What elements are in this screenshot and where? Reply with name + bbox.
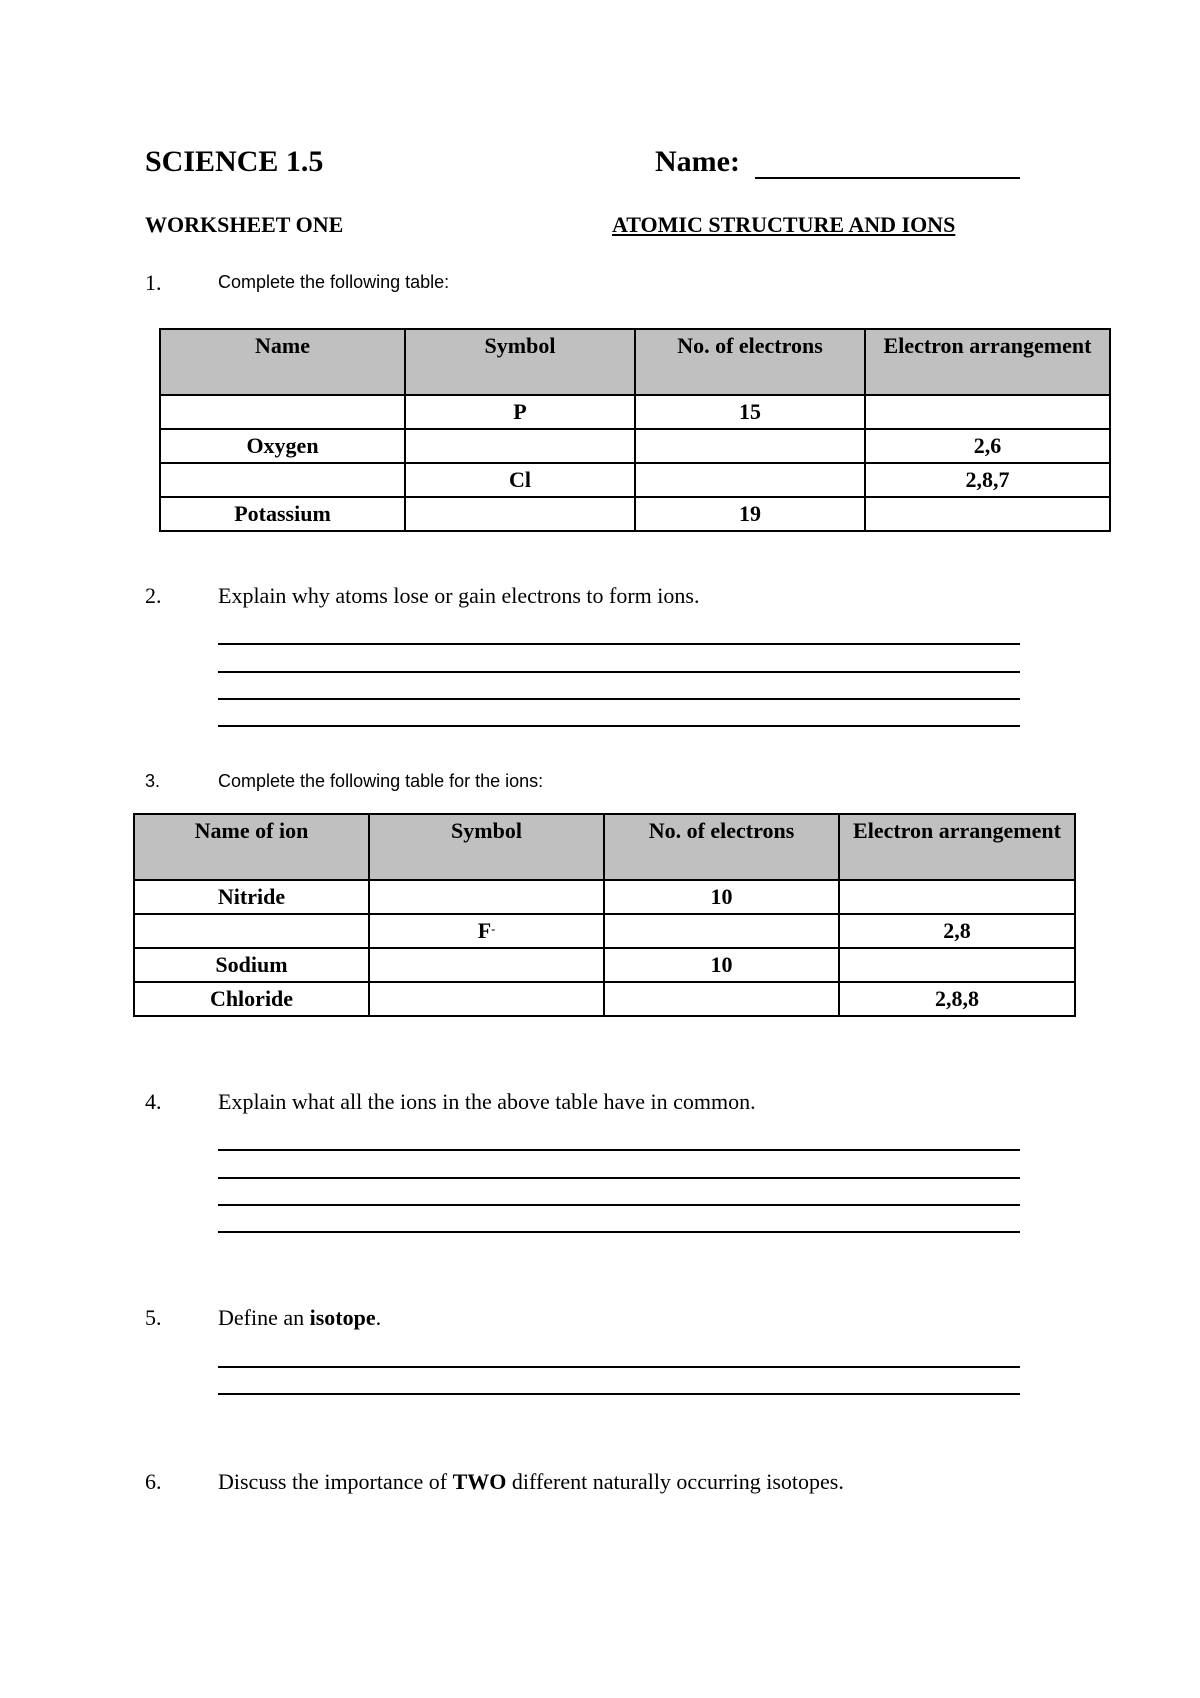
q5-prompt <box>218 1305 381 1331</box>
table-cell: 2,8,8 <box>839 982 1075 1016</box>
q3-table <box>133 813 1076 1017</box>
table-cell: 15 <box>635 395 865 429</box>
answer-line[interactable] <box>218 643 1020 645</box>
q6-prompt <box>218 1469 844 1495</box>
table-cell: P <box>405 395 635 429</box>
answer-line[interactable] <box>218 1149 1020 1151</box>
q3-header-symbol: Symbol <box>369 814 604 880</box>
table-row <box>134 914 1075 948</box>
q6-prompt-post: different naturally occurring isotopes. <box>506 1469 844 1494</box>
table-cell: 19 <box>635 497 865 531</box>
q5-prompt-post: . <box>375 1305 382 1330</box>
table-cell[interactable] <box>369 880 604 914</box>
table-cell: Sodium <box>134 948 369 982</box>
table-cell[interactable] <box>604 982 839 1016</box>
fluoride-symbol: F <box>477 918 492 943</box>
q4-prompt: Explain what all the ions in the above table have in common. <box>218 1089 756 1114</box>
answer-line[interactable] <box>218 1231 1020 1233</box>
table-cell[interactable] <box>604 914 839 948</box>
q6-prompt-bold: TWO <box>452 1469 507 1494</box>
table-cell: 2,8,7 <box>865 463 1110 497</box>
q1-number: 1. <box>145 270 162 295</box>
table-cell: Nitride <box>134 880 369 914</box>
table-cell: Oxygen <box>160 429 405 463</box>
worksheet-title: WORKSHEET ONE <box>145 212 344 237</box>
answer-line[interactable] <box>218 671 1020 673</box>
q6-prompt-pre: Discuss the importance of <box>218 1469 453 1494</box>
table-row <box>134 982 1075 1016</box>
table-cell: 2,6 <box>865 429 1110 463</box>
topic-title: ATOMIC STRUCTURE AND IONS <box>612 212 956 237</box>
q5-prompt-bold: isotope <box>309 1305 376 1330</box>
table-cell: 10 <box>604 880 839 914</box>
table-cell[interactable] <box>160 463 405 497</box>
q3-table-header-row <box>134 814 1075 880</box>
course-title: SCIENCE 1.5 <box>145 145 324 178</box>
q1-table <box>159 328 1111 532</box>
table-cell: Cl <box>405 463 635 497</box>
table-cell: 10 <box>604 948 839 982</box>
q3-header-name: Name of ion <box>134 814 369 880</box>
table-cell[interactable] <box>369 948 604 982</box>
table-cell[interactable] <box>160 395 405 429</box>
q5-number: 5. <box>145 1305 162 1330</box>
q2-prompt: Explain why atoms lose or gain electrons to form ions. <box>218 583 700 608</box>
answer-line[interactable] <box>218 725 1020 727</box>
table-cell: Chloride <box>134 982 369 1016</box>
table-cell[interactable] <box>134 914 369 948</box>
table-cell[interactable] <box>635 429 865 463</box>
q1-header-symbol: Symbol <box>405 329 635 395</box>
table-row <box>160 429 1110 463</box>
table-row <box>160 497 1110 531</box>
answer-line[interactable] <box>218 1177 1020 1179</box>
answer-line[interactable] <box>218 698 1020 700</box>
q3-header-electrons: No. of electrons <box>604 814 839 880</box>
table-row <box>160 463 1110 497</box>
q1-header-arrangement: Electron arrangement <box>865 329 1110 395</box>
q3-number: 3. <box>145 771 161 791</box>
q1-header-name: Name <box>160 329 405 395</box>
q1-header-electrons: No. of electrons <box>635 329 865 395</box>
table-row <box>160 395 1110 429</box>
table-cell <box>369 914 604 948</box>
q6-number: 6. <box>145 1469 162 1494</box>
table-row <box>134 948 1075 982</box>
q3-prompt: Complete the following table for the ions: <box>218 771 544 791</box>
answer-line[interactable] <box>218 1366 1020 1368</box>
q2-number: 2. <box>145 583 162 608</box>
table-cell[interactable] <box>839 880 1075 914</box>
name-field[interactable] <box>755 177 1020 179</box>
table-cell[interactable] <box>635 463 865 497</box>
q4-number: 4. <box>145 1089 162 1114</box>
table-cell[interactable] <box>405 429 635 463</box>
q1-table-header-row <box>160 329 1110 395</box>
table-cell[interactable] <box>839 948 1075 982</box>
table-cell: 2,8 <box>839 914 1075 948</box>
table-cell: Potassium <box>160 497 405 531</box>
fluoride-charge: - <box>491 922 496 936</box>
q1-prompt: Complete the following table: <box>218 272 450 292</box>
q3-header-arrangement: Electron arrangement <box>839 814 1075 880</box>
q5-prompt-pre: Define an <box>218 1305 310 1330</box>
answer-line[interactable] <box>218 1204 1020 1206</box>
answer-line[interactable] <box>218 1393 1020 1395</box>
table-cell[interactable] <box>865 497 1110 531</box>
table-cell[interactable] <box>865 395 1110 429</box>
table-cell[interactable] <box>405 497 635 531</box>
name-label: Name: <box>655 145 740 178</box>
table-cell[interactable] <box>369 982 604 1016</box>
table-row <box>134 880 1075 914</box>
